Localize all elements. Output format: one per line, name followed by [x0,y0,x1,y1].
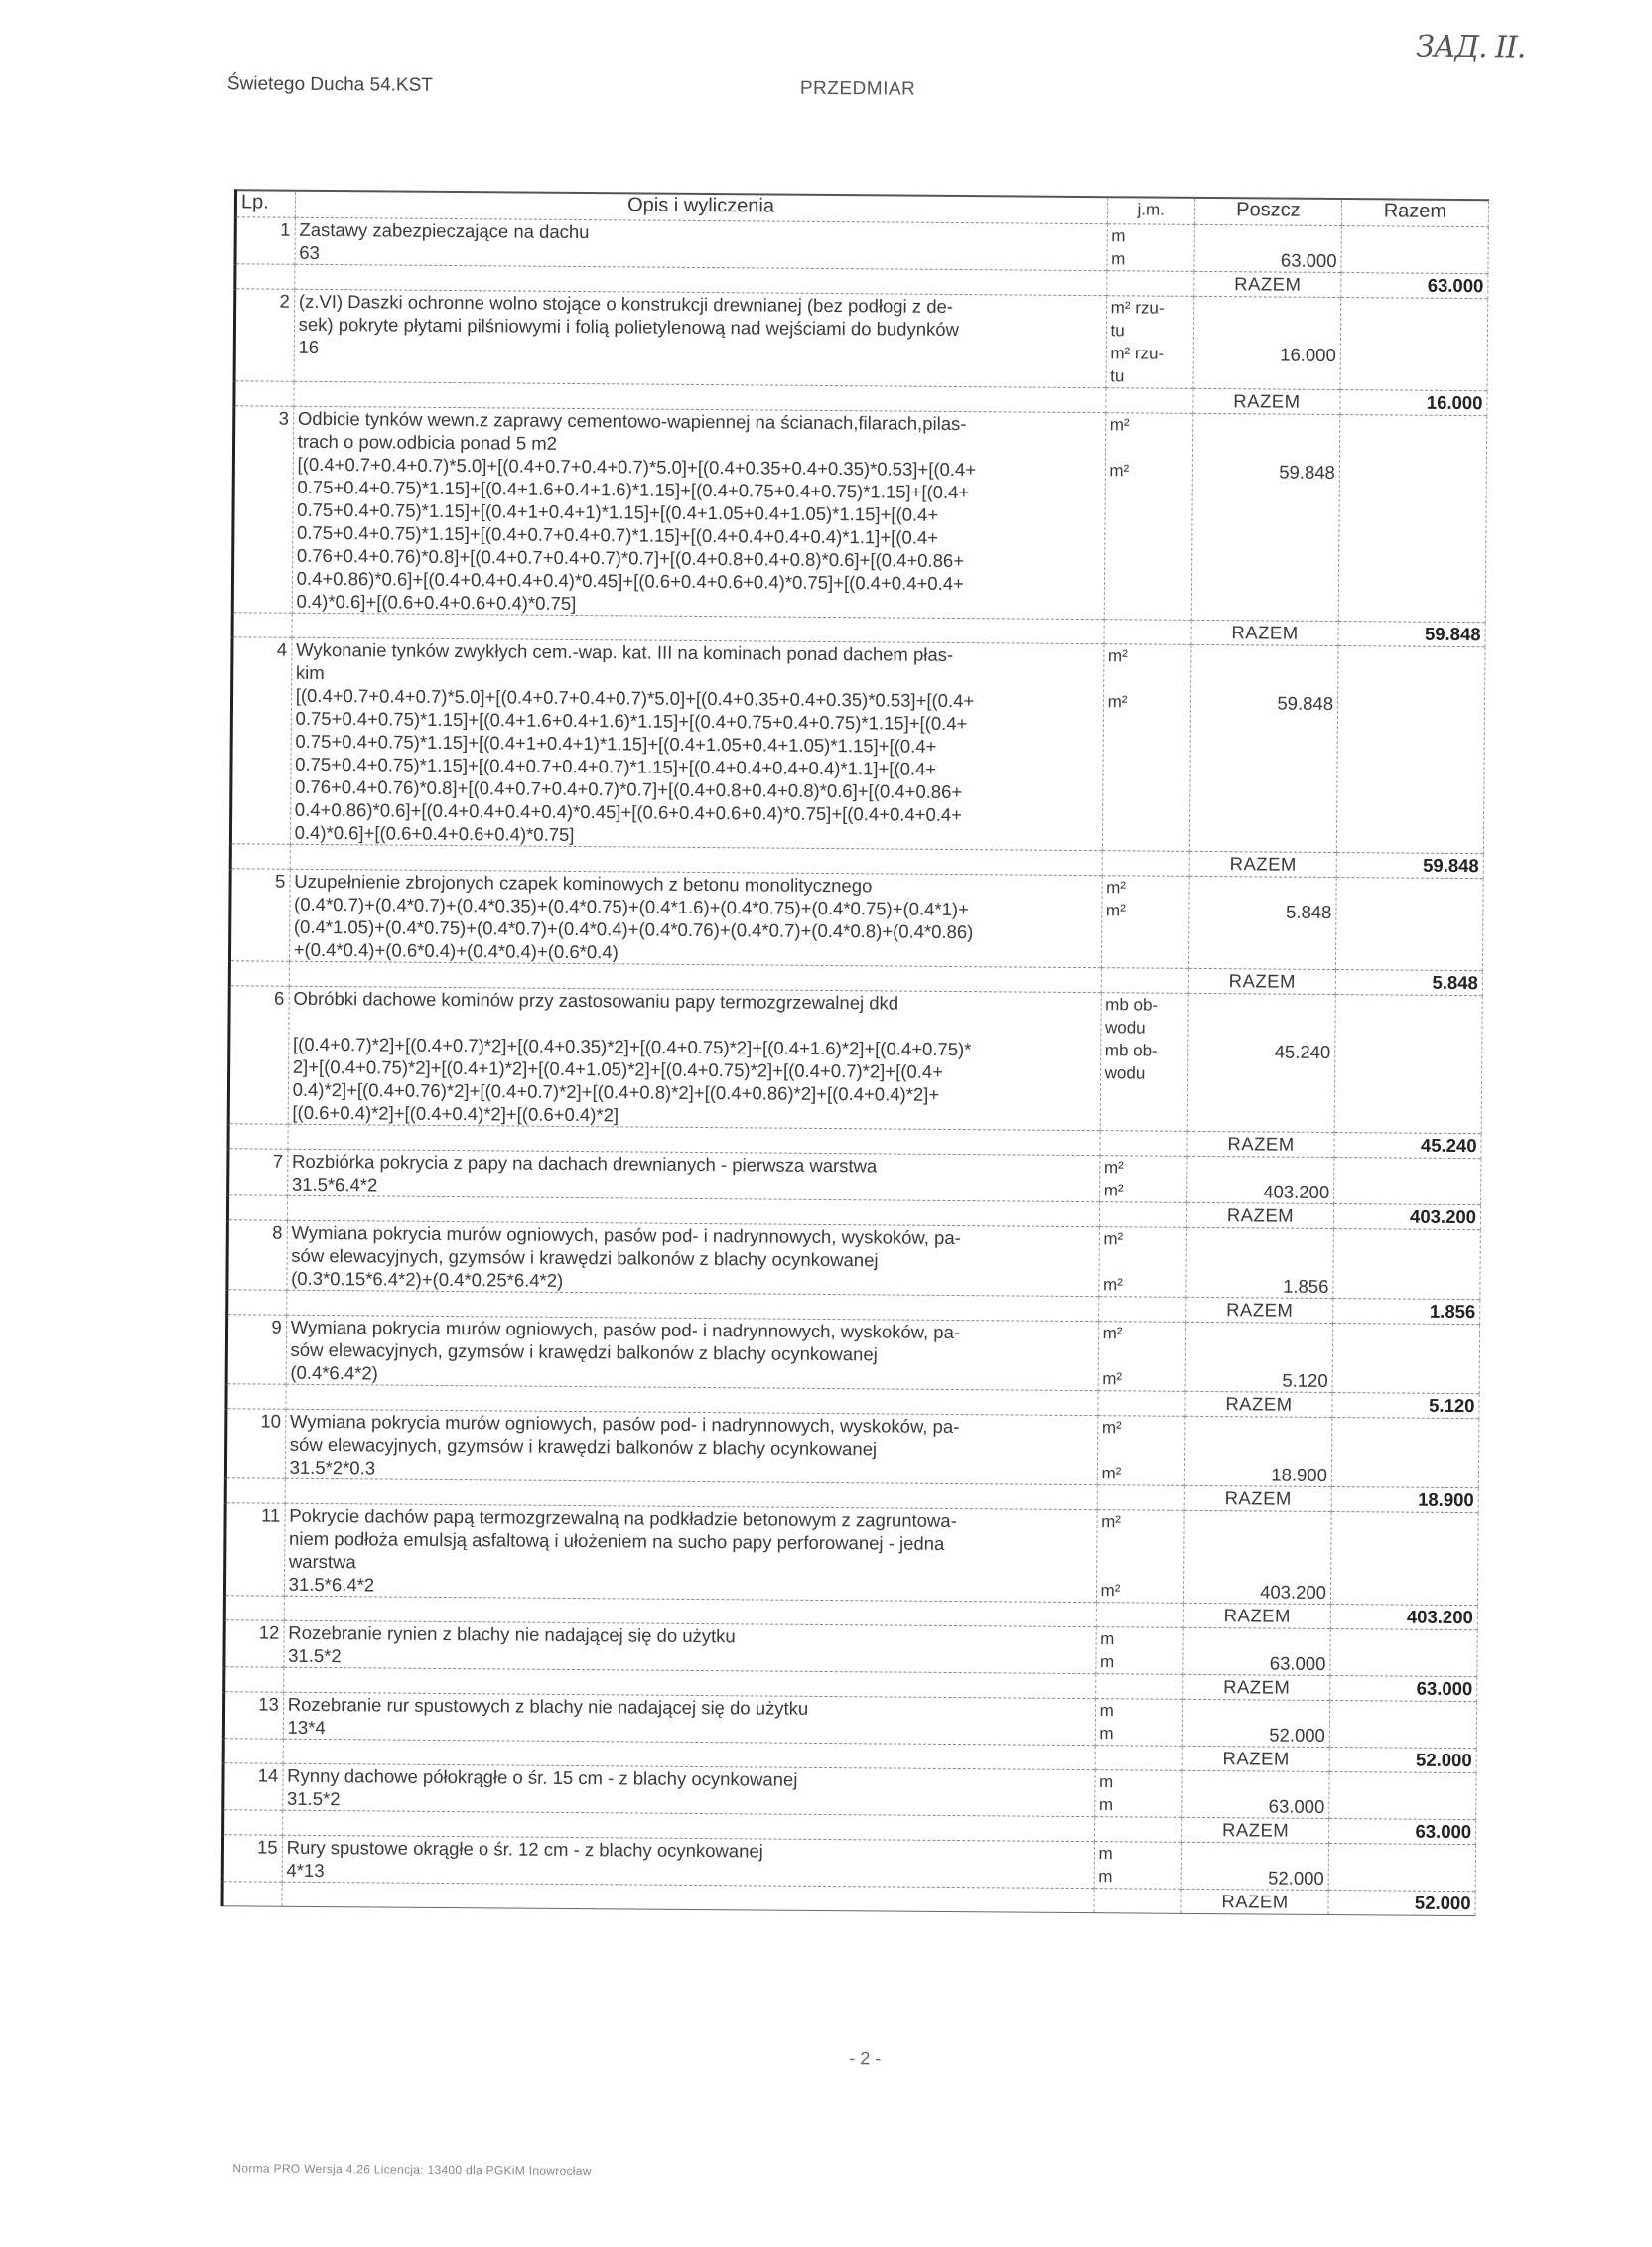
total-row-spacer [1094,1817,1182,1843]
item-description: Rozebranie rynien z blachy nie nadającej się do użytku 31.5*2 [284,1620,1096,1673]
total-row-spacer [1106,271,1194,297]
item-number: 4 [230,637,291,844]
razem-label: RAZEM [1182,1746,1329,1771]
item-total-value: 16.000 [1340,390,1487,416]
total-row-spacer [1104,620,1192,645]
item-unit: m² rzu- tu m² rzu- tu [1106,296,1194,389]
item-description: (z.VI) Daszki ochronne wolno stojące o konstrukcji drewnianej (bez podłogi z de- sek) pokryte płytami pilśniowymi i folią polietylenową nad wejściami do budynków 16 [294,289,1107,387]
razem-label: RAZEM [1184,1485,1331,1511]
item-unit: m² m² [1099,1156,1187,1203]
table-row [226,1315,1480,1394]
item-partial-quantity: 59.848 [1191,413,1340,621]
item-number: 13 [223,1692,283,1739]
table-row [230,637,1485,854]
razem-label: RAZEM [1185,1391,1332,1417]
item-total-blank [1329,1700,1476,1748]
column-header-lp: Lp. [235,190,295,217]
item-total-value: 59.848 [1336,853,1483,879]
item-total-value: 5.848 [1335,970,1482,996]
item-number: 10 [225,1409,285,1478]
table-row [225,1409,1479,1488]
item-description: Rury spustowe okrągłe o śr. 12 cm - z blachy ocynkowanej 4*13 [282,1835,1094,1888]
razem-label: RAZEM [1186,1297,1333,1323]
page-number: - 2 - [849,2048,882,2069]
item-unit: m² m² [1096,1510,1184,1604]
razem-label: RAZEM [1191,620,1338,645]
total-row-spacer [223,1739,283,1763]
total-row-spacer [1099,1202,1187,1228]
item-total-blank [1334,995,1482,1134]
item-total-blank [1330,1628,1477,1676]
item-unit: m² m² [1097,1416,1185,1486]
razem-label: RAZEM [1188,968,1335,994]
item-total-blank [1329,1771,1476,1819]
item-partial-quantity: 52.000 [1181,1842,1328,1890]
item-partial-quantity: 403.200 [1187,1156,1334,1203]
table-body [222,217,1488,1918]
item-partial-quantity: 403.200 [1183,1510,1331,1604]
total-row-spacer [225,1478,285,1503]
table-row [228,986,1482,1134]
item-description: Zastawy zabezpieczające na dachu 63 [295,217,1107,270]
item-total-blank [1332,1324,1480,1394]
item-unit: m m [1107,224,1195,272]
item-number: 1 [235,217,295,264]
item-total-blank [1330,1512,1478,1606]
item-number: 6 [228,986,289,1124]
item-description: Rozbiórka pokrycia z papy na dachach drewnianych - pierwsza warstwa 31.5*6.4*2 [287,1149,1099,1201]
item-description: Odbicie tynków wewn.z zaprawy cementowo-wapiennej na ścianach,filarach,pilas- trach o pow.odbicia ponad 5 m2 [(0.4+0.7+0.4+0.7)*5.0]+[(0.4+0.7+0.4+0.7)*5.0]+[(0.4+0.35+0.4+0.35)*0.53]+[(0.4+ 0.75+0.4+0.75)*1.15]+[(0.4+1.6+0.4+1.6)*1.15]+[(0.4+0.75+0.4+0.75)*1.15]+[(0.4+ 0.75+0.4+0.75)*1.15]+[(0.4+1+0.4+1)*1.15]+[(0.4+1.05+0.4+1.05)*1.15]+[(0.4+ 0.75+0.4+0.75)*1.15]+[(0.4+0.7+0.4+0.7)*1.15]+[(0.4+0.4+0.4+0.4)*1.1]+[(0.4+ 0.76+0.4+0.76)*0.8]+[(0.4+0.7+0.4+0.7)*0.7]+[(0.4+0.8+0.4+0.8)*0.6]+[(0.4+0.86+ 0.4+0.86)*0.6]+[(0.4+0.4+0.4+0.4)*0.45]+[(0.6+0.4+0.6+0.4)*0.75]+[(0.4+0.4+0.4+ 0.4)*0.6]+[(0.6+0.4+0.6+0.4)*0.75] [292,406,1105,619]
item-partial-quantity: 52.000 [1182,1699,1329,1747]
total-row-spacer [228,1124,288,1149]
item-unit: m m [1095,1699,1183,1747]
total-row-spacer [1094,1889,1182,1914]
software-license-footer: Norma PRO Wersja 4.26 Licencja: 13400 dla PGKiM Inowrocław [232,2161,592,2178]
item-description: Wymiana pokrycia murów ogniowych, pasów pod- i nadrynnowych, wyskoków, pa- sów elewacyjnych, gzymsów i krawędzi balkonów z blachy ocynkowanej (0.3*0.15*6.4*2)+(0.4*0.25*6.4*2) [287,1220,1099,1296]
total-row-spacer [229,961,289,986]
item-total-blank [1335,878,1483,971]
total-row-spacer [227,1195,287,1220]
total-row-spacer [230,844,290,869]
item-total-value: 52.000 [1329,1747,1476,1772]
item-description: Pokrycie dachów papą termozgrzewalną na podkładzie betonowym z zagruntowa- niem podłoża emulsją asfaltową i ułożeniem na sucho papy perforowanej - jedna warstwa 31.5*6.4*2 [284,1503,1097,1602]
item-description: Wymiana pokrycia murów ogniowych, pasów pod- i nadrynnowych, wyskoków, pa- sów elewacyjnych, gzymsów i krawędzi balkonów z blachy ocynkowanej 31.5*2*0.3 [285,1409,1097,1484]
total-row-spacer [1095,1674,1183,1700]
item-partial-quantity: 18.900 [1184,1416,1332,1486]
item-number: 9 [226,1315,286,1384]
handwritten-note: ЗАД. II. [1416,29,1526,66]
item-total-blank [1334,1158,1481,1205]
razem-label: RAZEM [1187,1131,1334,1157]
item-number: 3 [232,406,293,613]
item-total-value: 5.120 [1332,1393,1479,1419]
table-row [224,1503,1478,1606]
item-description: Uzupełnienie zbrojonych czapek kominowych z betonu monolitycznego (0.4*0.7)+(0.4*0.7)+(0.4*0.35)+(0.4*0.75)+(0.4*1.6)+(0.4*0.75)+(0.4*0.75)+(0.4*1)+ (0.4*1.05)+(0.4*0.75)+(0.4*0.7)+(0.4*0.4)+(0.4*0.76)+(0.4*0.7)+(0.4*0.8)+(0.4*0.86) +(0.4*0.4)+(0.6*0.4)+(0.4*0.4)+(0.6*0.4) [289,869,1102,967]
item-total-value: 18.900 [1331,1487,1478,1513]
item-partial-quantity: 63.000 [1194,224,1341,272]
item-total-value: 63.000 [1330,1675,1477,1701]
document-location-header: Świetego Ducha 54.KST [226,73,433,96]
item-unit: m m [1094,1842,1182,1890]
razem-label: RAZEM [1194,271,1341,297]
item-description: Obróbki dachowe kominów przy zastosowaniu papy termozgrzewalnej dkd [(0.4+0.7)*2]+[(0.4+0.7)*2]+[(0.4+0.35)*2]+[(0.4+0.75)*2]+[(0.4+1.6)*2]+[(0.4+0.75)* 2]+[(0.4+0.75)*2]+[(0.4+1)*2]+[(0.4+1.05)*2]+[(0.4+0.75)*2]+[(0.4+0.7)*2]+[(0.4+ 0.4)*2]+[(0.4+0.76)*2]+[(0.4+0.7)*2]+[(0.4+0.8)*2]+[(0.4+0.86)*2]+[(0.4+0.4)*2]+ [(0.6+0.4)*2]+[(0.4+0.4)*2]+[(0.6+0.4)*2] [288,986,1101,1130]
item-unit: m² m² [1098,1227,1186,1298]
item-partial-quantity: 63.000 [1183,1627,1330,1675]
item-partial-quantity: 1.856 [1186,1227,1334,1298]
document-title: PRZEDMIAR [799,77,916,100]
item-total-blank [1333,1229,1481,1300]
item-description: Wykonanie tynków zwykłych cem.-wap. kat. III na kominach ponad dachem płas- kim [(0.4+0.7+0.4+0.7)*5.0]+[(0.4+0.7+0.4+0.7)*5.0]+[(0.4+0.35+0.4+0.35)*0.53]+[(0.4+ 0.75+0.4+0.75)*1.15]+[(0.4+1.6+0.4+1.6)*1.15]+[(0.4+0.75+0.4+0.75)*1.15]+[(0.4+ 0.75+0.4+0.75)*1.15]+[(0.4+1+0.4+1)*1.15]+[(0.4+1.05+0.4+1.05)*1.15]+[(0.4+ 0.75+0.4+0.75)*1.15]+[(0.4+0.7+0.4+0.7)*1.15]+[(0.4+0.4+0.4+0.4)*1.1]+[(0.4+ 0.76+0.4+0.76)*0.8]+[(0.4+0.7+0.4+0.7)*0.7]+[(0.4+0.8+0.4+0.8)*0.6]+[(0.4+0.86+ 0.4+0.86)*0.6]+[(0.4+0.4+0.4+0.4)*0.45]+[(0.6+0.4+0.6+0.4)*0.75]+[(0.4+0.4+0.4+ 0.4)*0.6]+[(0.6+0.4+0.6+0.4)*0.75] [290,637,1103,850]
razem-label: RAZEM [1183,1603,1330,1628]
item-total-blank [1340,298,1488,391]
item-total-value: 1.856 [1333,1299,1480,1325]
total-row-spacer [1102,851,1190,877]
column-header-jm: j.m. [1107,197,1195,224]
item-partial-quantity: 45.240 [1187,993,1335,1132]
razem-label: RAZEM [1189,851,1336,877]
item-partial-quantity: 5.848 [1188,876,1336,969]
total-row-spacer [1097,1485,1185,1511]
table-row [229,869,1483,971]
item-total-value: 403.200 [1330,1605,1477,1630]
total-row-spacer [224,1667,284,1692]
column-header-razem: Razem [1341,199,1488,227]
table-row [232,406,1487,623]
item-total-value: 63.000 [1329,1818,1476,1844]
item-unit: m² m² [1104,413,1193,621]
item-number: 14 [223,1763,283,1810]
item-total-value: 63.000 [1341,273,1488,299]
total-row-spacer [222,1882,282,1906]
total-row-spacer [1105,388,1193,414]
table-row [227,1220,1481,1300]
item-total-value: 403.200 [1333,1204,1480,1230]
item-total-blank [1341,226,1488,274]
item-unit: m m [1095,1627,1183,1675]
item-total-value: 52.000 [1328,1890,1475,1915]
item-number: 15 [222,1835,282,1882]
item-total-value: 59.848 [1338,622,1485,647]
item-description: Rynny dachowe półokrągłe o śr. 15 cm - z blachy ocynkowanej 31.5*2 [282,1763,1094,1816]
total-row-spacer [1098,1297,1186,1323]
razem-label: RAZEM [1182,1817,1329,1843]
total-row-spacer [224,1596,284,1620]
item-total-blank [1328,1843,1475,1891]
item-total-blank [1338,415,1487,623]
column-header-poszcz: Poszcz [1194,198,1341,226]
total-row-spacer [234,381,294,406]
item-unit: mb ob- wodu mb ob- wodu [1100,993,1189,1132]
total-row-spacer [227,1290,287,1315]
total-row-spacer [223,1810,283,1835]
item-unit: m² m² [1101,876,1189,969]
item-partial-quantity: 16.000 [1193,296,1341,389]
total-row-spacer [1097,1391,1185,1417]
item-total-value: 45.240 [1334,1133,1481,1159]
razem-label: RAZEM [1183,1674,1330,1700]
total-row-spacer [232,613,292,637]
item-partial-quantity: 59.848 [1189,644,1338,852]
total-row-spacer [235,264,295,289]
item-number: 12 [224,1620,284,1667]
total-row-spacer [1100,1131,1188,1157]
item-total-blank [1336,646,1485,854]
total-row-spacer [226,1384,286,1409]
item-number: 2 [234,289,294,381]
item-unit: m m [1094,1770,1182,1818]
razem-label: RAZEM [1186,1202,1333,1228]
item-unit: m² m² [1098,1322,1186,1392]
item-number: 11 [224,1503,284,1596]
item-partial-quantity: 63.000 [1182,1770,1329,1818]
item-unit: m² m² [1102,644,1191,852]
total-row-spacer [1101,968,1189,994]
item-total-blank [1331,1418,1479,1488]
item-number: 8 [227,1220,287,1290]
item-description: Rozebranie rur spustowych z blachy nie nadającej się do użytku 13*4 [283,1692,1095,1745]
table-row [234,289,1488,391]
item-number: 7 [228,1149,288,1195]
item-description: Wymiana pokrycia murów ogniowych, pasów pod- i nadrynnowych, wyskoków, pa- sów elewacyjnych, gzymsów i krawędzi balkonów z blachy ocynkowanej (0.4*6.4*2) [286,1315,1098,1390]
total-row-spacer [1095,1746,1183,1771]
razem-label: RAZEM [1193,388,1340,414]
total-row-spacer [1096,1603,1184,1628]
column-header-opis: Opis i wyliczenia [295,191,1107,224]
razem-label: RAZEM [1181,1889,1328,1914]
item-partial-quantity: 5.120 [1185,1322,1333,1392]
item-number: 5 [229,869,289,961]
bill-of-quantities-table [220,189,1489,1918]
